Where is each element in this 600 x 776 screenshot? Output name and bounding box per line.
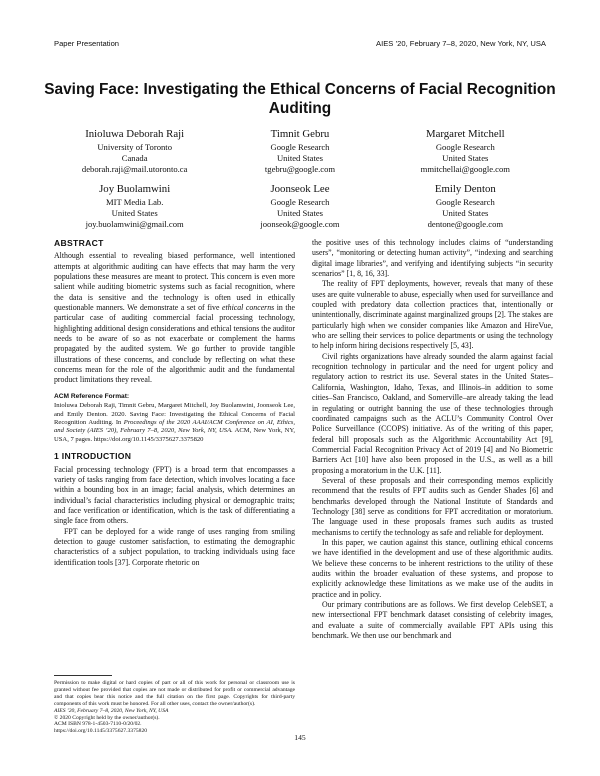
body-paragraph: the positive uses of this technology includes claims of “understanding users”, “monitoring or detecting human activity”, “indexing and searching digital image libraries”, and verifying and identifying subjects “in security scenarios” [1, 8, 16, 33]. — [312, 238, 553, 279]
author-affiliation: MIT Media Lab. — [105, 197, 164, 207]
author-entry — [217, 128, 382, 175]
acm-reference-heading: ACM Reference Format: — [54, 392, 130, 400]
header-left-text: Paper Presentation — [54, 39, 120, 48]
author-entry — [52, 183, 217, 230]
author-location: United States — [442, 208, 489, 218]
page-number: 145 — [294, 733, 306, 742]
author-email: tgebru@google.com — [264, 164, 336, 174]
author-email: dentone@google.com — [427, 219, 504, 229]
author-email: mmitchellai@google.com — [420, 164, 510, 174]
author-affiliation: Google Research — [270, 142, 330, 152]
abstract-emphasis: ethical concerns — [221, 303, 275, 313]
author-location: United States — [276, 208, 324, 218]
author-name: Joonseok Lee — [270, 183, 330, 195]
author-name: Joy Buolamwini — [99, 183, 171, 195]
intro-paragraph: FPT can be deployed for a wide range of uses ranging from smiling detection to gauge customer satisfaction, to estimating the demographic characteristics of a subject population, to tracking individuals using face identification tools [37]. Corporate rhetoric on — [54, 526, 295, 567]
body-paragraph: Civil rights organizations have already sounded the alarm against facial recognition technology in particular and the need for urgent policy and regulatory action to restrict its use. Several states in the United States–California, Washington, Idaho, Texas, and Illinois–in addition to some cities–San Francisco, Oakland, and Somerville–are already taking the lead in regulating or outright banning the use of these technologies through coordinated campaigns such as the ACLU’s Community Control Over Police Surveillance (CCOPS) initiative. As of the writing of this paper, federal bill proposals such as the Algorithmic Accountability Act [9], Commercial Facial Recognition Privacy Act of 2019 [4] and No Biometric Barriers Act [10] have also been proposed in the U.S., as well as a bill proposing a moratorium in the U.K. [11]. — [312, 351, 553, 475]
abstract-heading: ABSTRACT — [54, 238, 104, 248]
header-right-text: AIES ’20, February 7–8, 2020, New York, NY, USA — [376, 39, 546, 48]
author-affiliation: University of Toronto — [97, 142, 172, 152]
author-affiliation: Google Research — [435, 197, 495, 207]
abstract-text-part: in the particular case of auditing commercial facial processing technology, highlighting additional design considerations and ethical tensions the auditor needs to be aware of so as not exacerbate or complement the harms propagated by the audited system. We go further to provide tangible illustrations of these concerns, and conclude by reflecting on what these concerns mean for the role of the algorithmic audit and the fundamental product limitations they reveal. — [54, 303, 295, 385]
acm-reference-part: Inioluwa Deborah Raji, Timnit Gebru, Margaret Mitchell, Joy Buolamwini, Joonseok Lee, and Emily Denton. 2020. Saving Face: Investigating the Ethical Concerns of Facial Recognition Auditing. In — [54, 402, 295, 426]
author-location: United States — [276, 153, 324, 163]
author-email: joy.buolamwini@gmail.com — [85, 219, 184, 229]
acm-reference-part: ACM, New York, NY, USA, 7 pages. https://doi.org/10.1145/3375627.3375820 — [54, 427, 296, 443]
author-name: Margaret Mitchell — [425, 128, 505, 140]
author-location: United States — [442, 153, 489, 163]
intro-paragraph: Facial processing technology (FPT) is a broad term that encompasses a variety of tasks ranging from face detection, which involves locating a face within a bounding box in an image; facial analysis, which determines an individual’s facial characteristics including physical or demographic traits; and face verification or identification, which is the task of differentiating a single face from others. — [54, 464, 295, 526]
permission-notice: Permission to make digital or hard copies of part or all of this work for personal or classroom use is granted without fee provided that copies are not made or distributed for profit or commercial advantage and that copies bear this notice and the full citation on the first page. Copyrights for third-party components of this work must be honored. For all other uses, contact the owner/author(s). — [54, 680, 295, 707]
author-email: joonseok@google.com — [260, 219, 340, 229]
author-entry — [383, 183, 548, 230]
doi-link[interactable]: https://doi.org/10.1145/3375627.3375820 — [54, 728, 148, 735]
paper-title: Saving Face: Investigating the Ethical Concerns of Facial Recognition Auditing — [44, 81, 556, 117]
author-entry — [52, 128, 217, 175]
copyright-line: © 2020 Copyright held by the owner/author(s). — [54, 714, 160, 721]
abstract-text-part: Although essential to revealing biased performance, well intentioned attempts at algorithmic auditing can have effects that may harm the very populations these measures are meant to protect. This concern is even more salient while auditing biometric systems such as facial recognition, where the data is sensitive and the technology is often used in ethically questionable manners. We demonstrate a set of five — [54, 251, 295, 313]
author-entry — [217, 183, 382, 230]
body-paragraph: Our primary contributions are as follows. We first develop CelebSET, a new intersectional FPT benchmark dataset consisting of celebrity images, and evaluate a suite of commercially available FPT APIs using this benchmark. We then use our benchmark and — [312, 600, 553, 641]
acm-reference-text — [54, 402, 295, 444]
right-column — [312, 238, 553, 641]
venue-line: AIES ’20, February 7–8, 2020, New York, NY, USA — [54, 707, 169, 714]
body-paragraph: Several of these proposals and their corresponding memos explicitly recommend that the results of FPT audits such as Gender Shades [6] and benchmarks developed through the National Institute of Standards and Technology [38] serve as conditions for FPT accreditation or moratorium. The language used in these proposals frames such audits as trusted mechanisms to certify the technology as safe and reliable for deployment. — [312, 475, 553, 537]
isbn-line: ACM ISBN 978-1-4503-7110-0/20/02. — [54, 721, 142, 728]
author-name: Timnit Gebru — [270, 128, 330, 140]
author-entry — [383, 128, 548, 175]
left-column — [54, 238, 295, 568]
acm-reference-venue: Proceedings of the 2020 AAAI/ACM Conference on AI, Ethics, and Society (AIES ’20), February 7–8, 2020, New York, NY, USA. — [54, 418, 295, 435]
abstract-text — [54, 251, 295, 385]
copyright-footnote — [54, 675, 295, 735]
body-paragraph: In this paper, we caution against this stance, outlining ethical concerns we have identified in the development and use of these algorithmic audits. We believe these concerns to be inherent restrictions to the utility of these audits within the broader evaluation of these systems, and propose to explicitly acknowledge these limitations as we make use of the audits in practice and in policy. — [312, 537, 553, 599]
author-block — [52, 128, 548, 230]
author-affiliation: Google Research — [270, 197, 330, 207]
introduction-heading: 1 INTRODUCTION — [54, 451, 132, 462]
author-location: Canada — [121, 153, 148, 163]
author-location: United States — [111, 208, 158, 218]
author-affiliation: Google Research — [435, 142, 495, 152]
body-paragraph: The reality of FPT deployments, however, reveals that many of these uses are quite vulnerable to abuse, especially when used for surveillance and coupled with predatory data collection practices that, intentionally or unintentionally, discriminate against marginalized groups [2]. The stakes are particularly high when we consider companies like Amazon and HireVue, who are selling their services to police departments or using the technology to help inform hiring decisions respectively [5, 43]. — [312, 279, 553, 351]
author-name: Emily Denton — [434, 183, 496, 195]
footnote-rule — [54, 675, 112, 676]
author-email: deborah.raji@mail.utoronto.ca — [81, 164, 188, 174]
running-header — [54, 39, 546, 51]
author-name: Inioluwa Deborah Raji — [85, 128, 185, 140]
